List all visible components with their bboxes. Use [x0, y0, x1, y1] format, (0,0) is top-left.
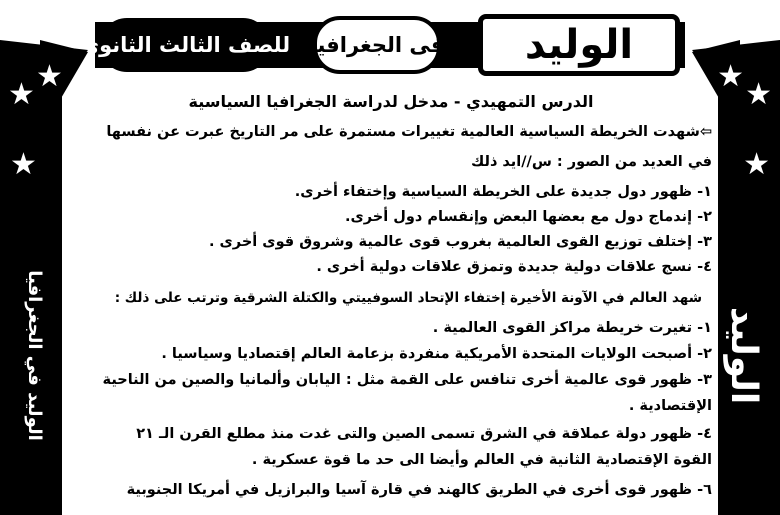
list-item: ٢- أصبحت الولايات المتحدة الأمريكية منفردة بزعامة العالم إقتصاديا وسياسيا .: [161, 346, 712, 362]
list-item: ١- تغيرت خريطة مراكز القوى العالمية .: [432, 320, 712, 336]
star-icon: ★: [8, 77, 35, 112]
intro-line: ⇦شهدت الخريطة السياسية العالمية تغييرات مستمرة على مر التاريخ عبرت عن نفسها: [106, 124, 712, 140]
section-heading: شهد العالم في الآونة الأخيرة إختفاء الإتحاد السوفييتي والكتلة الشرقية وترتب على ذلك :: [114, 290, 702, 306]
list-item: ٢- إندماج دول مع بعضها البعض وإنقسام دول أخرى.: [344, 209, 712, 225]
star-icon: ★: [743, 147, 770, 182]
sidebar-label-right: الوليد: [722, 235, 766, 475]
grade-badge: للصف الثالث الثانوى: [100, 18, 270, 72]
list-item: القوة الإقتصادية الثانية في العالم وأيضا الى حد ما قوة عسكرية .: [251, 452, 712, 468]
intro-line: في العديد من الصور : س//ايد ذلك: [471, 154, 712, 170]
sidebar-label-left: الوليد في الجغرافيا: [14, 235, 54, 475]
star-icon: ★: [10, 147, 37, 182]
star-icon: ★: [36, 59, 63, 94]
list-item: ٤- نسج علاقات دولية جديدة وتمزق علاقات دولية أخرى .: [316, 259, 712, 275]
list-item: ٤- ظهور دولة عملاقة في الشرق تسمى الصين والتى غدت منذ مطلع القرن الـ ٢١: [136, 426, 712, 442]
star-icon: ★: [717, 59, 744, 94]
list-item: ٦- ظهور قوى أخرى في الطريق كالهند في قارة آسيا والبرازيل في أمريكا الجنوبية: [126, 482, 712, 498]
list-item: الإقتصادية .: [628, 398, 712, 414]
list-item: ٣- إختلف توزيع القوى العالمية بغروب قوى عالمية وشروق قوى أخرى .: [208, 234, 712, 250]
star-icon: ★: [745, 77, 772, 112]
subject-badge: فى الجغرافيا: [313, 16, 441, 74]
list-item: ١- ظهور دول جديدة على الخريطة السياسية وإختفاء أخرى.: [294, 184, 712, 200]
lesson-title: الدرس التمهيدي - مدخل لدراسة الجغرافيا السياسية: [188, 92, 594, 111]
lesson-content: [70, 92, 712, 515]
list-item: ٣- ظهور قوى عالمية أخرى تنافس على القمة مثل : اليابان وألمانيا والصين من الناحية: [102, 372, 712, 388]
brand-logo: الوليد: [478, 14, 680, 76]
